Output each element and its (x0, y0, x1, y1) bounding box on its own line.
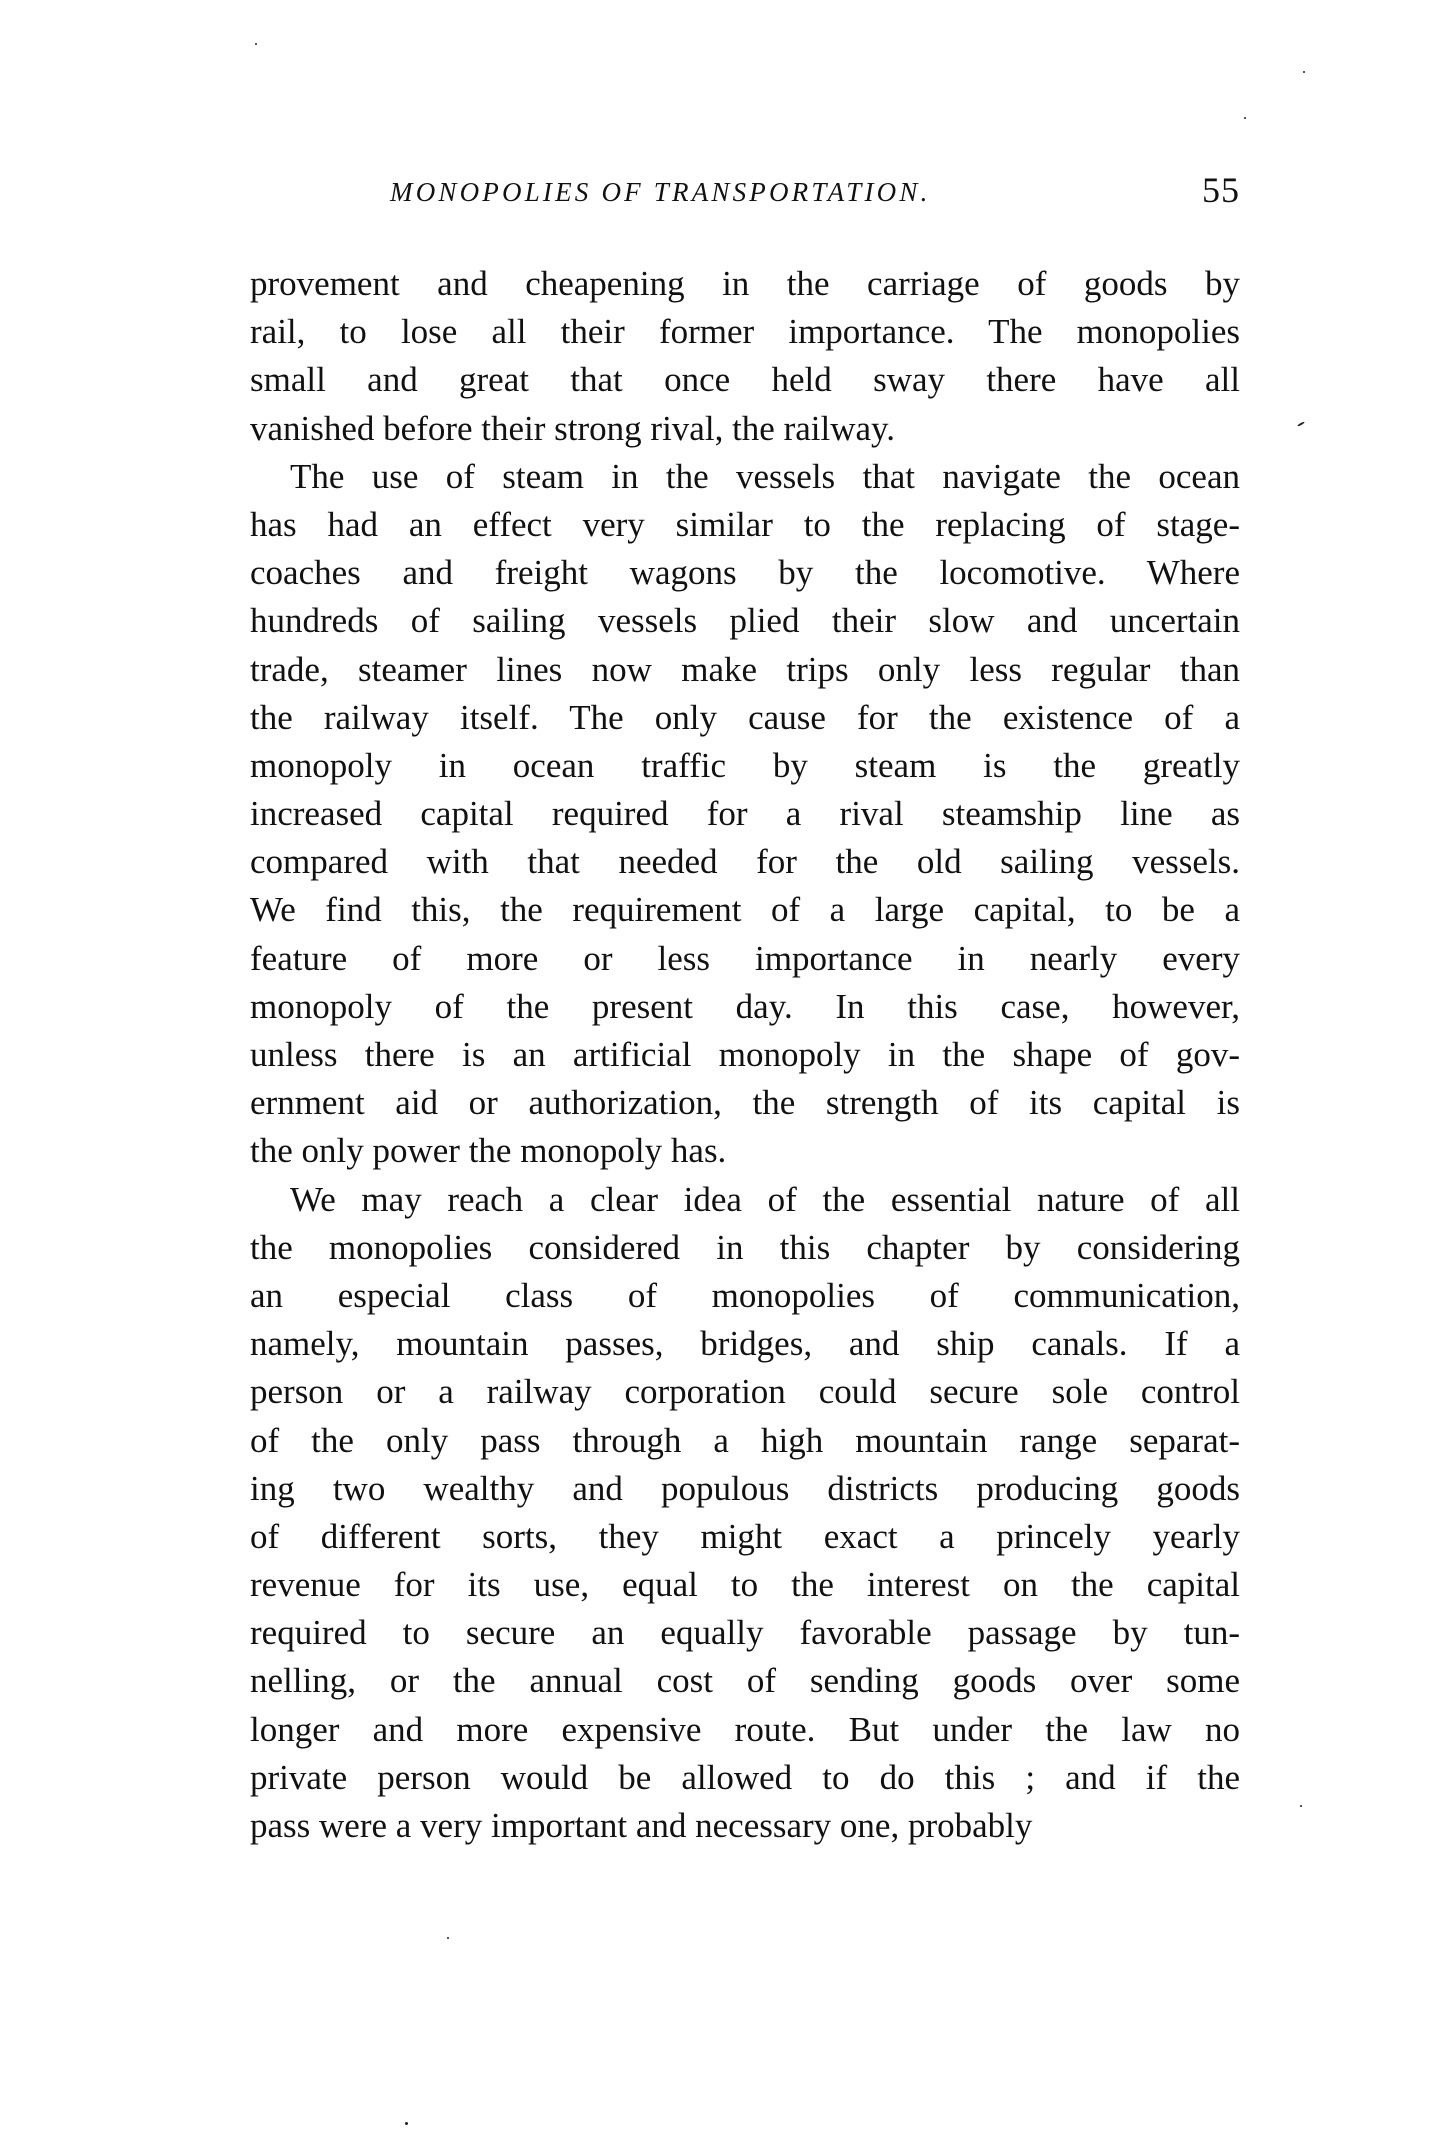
text-line: of different sorts, they might exact a princely yearly (250, 1516, 1240, 1556)
text-line: the monopolies considered in this chapter by considering (250, 1227, 1240, 1267)
running-head (250, 172, 1240, 216)
text-line: trade, steamer lines now make trips only less regular than (250, 649, 1240, 689)
scan-speck (1300, 1805, 1302, 1807)
text-line: We may reach a clear idea of the essential nature of all (290, 1179, 1240, 1219)
paragraph (250, 453, 1240, 1176)
text-line: ernment aid or authorization, the strength of its capital is (250, 1083, 1240, 1123)
text-line: the railway itself. The only cause for the existence of a (250, 697, 1240, 737)
text-line: hundreds of sailing vessels plied their slow and uncertain (250, 601, 1240, 641)
text-line: We find this, the requirement of a large capital, to be a (250, 890, 1240, 930)
text-line: increased capital required for a rival steamship line as (250, 794, 1240, 834)
text-line: ing two wealthy and populous districts producing goods (250, 1468, 1240, 1508)
text-line: has had an effect very similar to the replacing of stage- (250, 504, 1240, 544)
text-line: feature of more or less importance in nearly every (250, 938, 1240, 978)
body-text (250, 260, 1240, 1850)
paragraph (250, 260, 1240, 453)
scan-speck (255, 43, 257, 45)
text-line: small and great that once held sway there have all (250, 360, 1240, 400)
text-line: unless there is an artificial monopoly in the shape of gov- (250, 1035, 1240, 1074)
running-title: MONOPOLIES OF TRANSPORTATION. (390, 177, 931, 207)
scan-speck (405, 2122, 408, 2125)
scan-speck (1297, 421, 1305, 427)
page-number: 55 (1202, 170, 1240, 210)
text-line: required to secure an equally favorable passage by tun- (250, 1613, 1240, 1653)
text-line: longer and more expensive route. But under the law no (250, 1709, 1240, 1749)
text-line: namely, mountain passes, bridges, and ship canals. If a (250, 1324, 1240, 1364)
scan-speck (1244, 117, 1246, 119)
text-line: rail, to lose all their former importance. The monopolies (250, 312, 1240, 352)
scan-speck (1303, 71, 1305, 73)
text-line: pass were a very important and necessary one, probably (250, 1806, 1033, 1845)
text-line: provement and cheapening in the carriage of goods by (250, 264, 1240, 303)
text-line: vanished before their strong rival, the railway. (250, 408, 896, 448)
text-line: monopoly of the present day. In this case, however, (250, 986, 1240, 1026)
text-line: revenue for its use, equal to the interest on the capital (250, 1565, 1240, 1605)
paragraph (250, 1176, 1240, 1851)
text-line: compared with that needed for the old sailing vessels. (250, 842, 1240, 882)
text-line: The use of steam in the vessels that navigate the ocean (290, 456, 1240, 496)
text-line: coaches and freight wagons by the locomotive. Where (250, 553, 1240, 593)
text-line: an especial class of monopolies of communication, (250, 1275, 1240, 1315)
text-line: person or a railway corporation could secure sole control (250, 1372, 1240, 1412)
text-line: of the only pass through a high mountain range separat- (250, 1420, 1240, 1460)
text-line: private person would be allowed to do this ; and if the (250, 1757, 1240, 1797)
text-line: nelling, or the annual cost of sending goods over some (250, 1661, 1240, 1701)
scan-speck (447, 1937, 449, 1939)
text-line: the only power the monopoly has. (250, 1131, 727, 1171)
text-line: monopoly in ocean traffic by steam is the greatly (250, 745, 1240, 785)
